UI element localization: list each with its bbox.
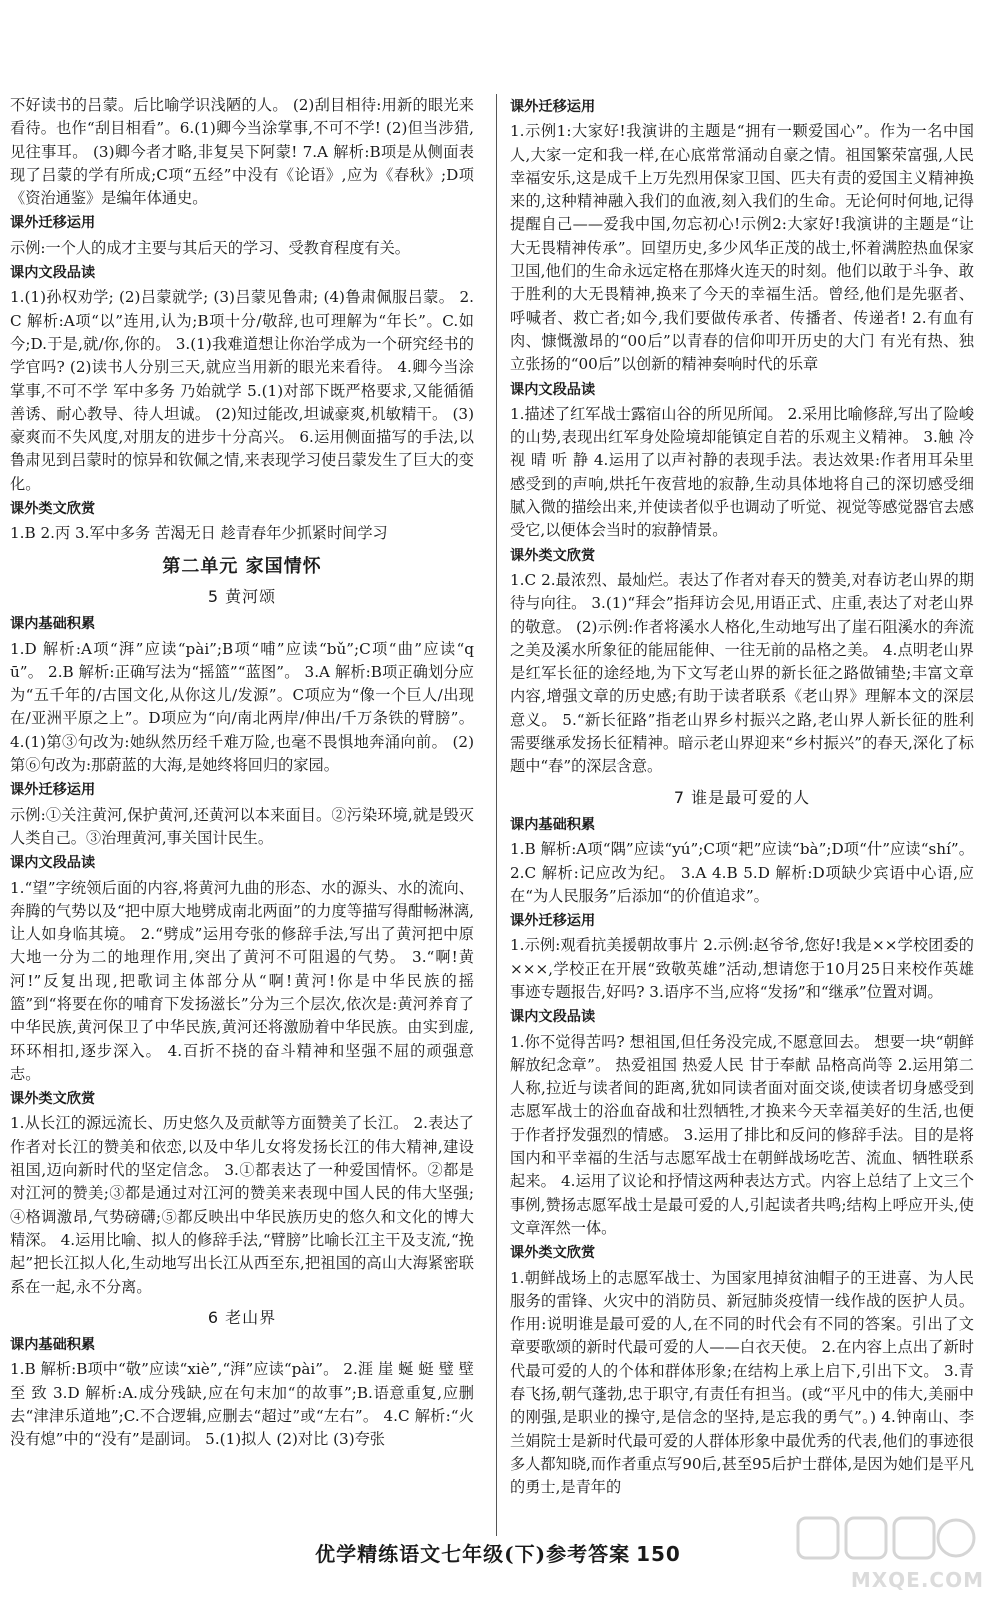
- section-heading: 课外类文欣赏: [510, 1245, 596, 1262]
- section-heading: 课内文段品读: [10, 855, 96, 872]
- section-heading: 课内基础积累: [10, 1337, 96, 1354]
- section-heading: 课外迁移运用: [10, 215, 96, 232]
- answer-paragraph: 示例:一个人的成才主要与其后天的学习、受教育程度有关。: [10, 238, 410, 257]
- section-heading: 课内基础积累: [10, 616, 96, 633]
- watermark-logo-icon: [796, 1514, 980, 1564]
- answer-paragraph: 1.C 2.最浓烈、最灿烂。表达了作者对春天的赞美,对春访老山界的期待与向往。 3.(1)“拜会”指拜访会见,用语正式、庄重,表达了对老山界的敬意。 (2)示例:作者将溪水人格化,生动地写出了崖石阻溪水的奔流之美及溪水所象征的能屈能伸、一往无前的品格之美。 4.点明老山界是红军长征的途经地,为下文写老山界的新长征之路做铺垫;丰富文章内容,增强文章的历史感;有助于读者联系《老山界》理解本文的深层意义。 5.“新长征路”指老山界乡村振兴之路,老山界人新长征的胜利需要继承发扬长征精神。暗示老山界迎来“乡村振兴”的春天,深化了标题中“春”的深层含意。: [510, 570, 974, 776]
- answer-paragraph: 1.示例:观看抗美援朝故事片 2.示例:赵爷爷,您好!我是××学校团委的×××,学校正在开展“致敬英雄”活动,想请您于10月25日来校作英雄事迹专题报告,好吗? 3.语序不当,应将“发扬”和“继承”位置对调。: [510, 936, 974, 1001]
- answer-paragraph: 1.B 解析:A项“隅”应读“yú”;C项“耙”应读“bà”;D项“什”应读“shí”。 2.C 解析:记应改为纪。 3.A 4.B 5.D 解析:D项缺少宾语中心语,应在“为人民服务”后添加“的价值追求”。: [510, 840, 974, 905]
- answer-paragraph: 1.(1)孙权劝学; (2)吕蒙就学; (3)吕蒙见鲁肃; (4)鲁肃佩服吕蒙。 2.C 解析:A项“以”连用,认为;B项十分/敬辞,也可理解为“年长”。C.如今;D.于是,就/你,你的。 3.(1)我难道想让你治学成为一个研究经书的学官吗? (2)读书人分别三天,就应当用新的眼光来看待。 4.卿今当涂掌事,不可不学 军中多务 乃始就学 5.(1)对部下既严格要求,又能循循善诱、耐心教导、待人坦诚。 (2)知过能改,坦诚豪爽,机敏精干。 (3)豪爽而不失风度,对朋友的进步十分高兴。 6.运用侧面描写的手法,以鲁肃见到吕蒙时的惊异和钦佩之情,来表现学习使吕蒙发生了巨大的变化。: [10, 288, 474, 493]
- answer-paragraph: 1.B 2.丙 3.军中多务 苦渴无日 趁青春年少抓紧时间学习: [10, 524, 388, 543]
- section-heading: 课外迁移运用: [510, 913, 596, 930]
- answer-paragraph: 1.B 解析:B项中“敬”应读“xiè”,“湃”应读“pài”。 2.涯 崖 蜒 蜓 璧 壁 至 致 3.D 解析:A.成分残缺,应在句末加“的故事”;B.语意重复,应删去“津津乐道地”;C.不合逻辑,应删去“超过”或“左右”。 4.C 解析:“火没有熄”中的“没有”是副词。 5.(1)拟人 (2)对比 (3)夸张: [10, 1360, 474, 1449]
- page-number: 150: [636, 1542, 681, 1566]
- answer-paragraph: 1.描述了红军战士露宿山谷的所见所闻。 2.采用比喻修辞,写出了险峻的山势,表现出红军身处险境却能镇定自若的乐观主义精神。 3.触 冷 视 晴 听 静 4.运用了以声衬静的表现手法。表达效果:作者用耳朵里感受到的声响,烘托午夜营地的寂静,生动具体地将自己的深切感受细腻入微的描绘出来,并使读者似乎也调动了听觉、视觉等感觉器官去感受它,以便体会当时的寂静情景。: [510, 404, 974, 540]
- lesson-title: 7 谁是最可爱的人: [673, 787, 811, 807]
- answer-paragraph: 1.你不觉得苦吗? 想祖国,但任务没完成,不愿意回去。 想要一块“朝鲜解放纪念章”。 热爱祖国 热爱人民 甘于奉献 品格高尚等 2.运用第二人称,拉近与读者间的距离,犹如同读者面对面交谈,使读者切身感受到志愿军战士的浴血奋战和壮烈牺牲,才换来今天幸福美好的生活,也便于作者抒发强烈的情感。 3.运用了排比和反问的修辞手法。目的是将国内和平幸福的生活与志愿军战士在朝鲜战场吃苦、流血、牺牲联系起来。 4.运用了议论和抒情这两种表达方式。内容上总结了上文三个事例,赞扬志愿军战士是最可爱的人,引起读者共鸣;结构上呼应开头,使文章浑然一体。: [510, 1032, 974, 1237]
- section-heading: 课内文段品读: [510, 381, 596, 398]
- answer-paragraph: 1.从长江的源远流长、历史悠久及贡献等方面赞美了长江。 2.表达了作者对长江的赞美和依恋,以及中华儿女将发扬长江的伟大精神,建设祖国,迈向新时代的坚定信念。 3.①都表达了一种爱国情怀。②都是对江河的赞美;③都是通过对江河的赞美来表现中国人民的伟大坚强;④格调激昂,气势磅礴;⑤都反映出中华民族历史的悠久和文化的博大精深。 4.运用比喻、拟人的修辞手法,“臂膀”比喻长江主干及支流,“挽起”把长江拟人化,生动地写出长江从西至东,把祖国的高山大海紧密联系在一起,永不分离。: [10, 1114, 474, 1296]
- left-column: [10, 94, 474, 1452]
- section-heading: 课外类文欣赏: [10, 1091, 96, 1108]
- column-divider: [496, 94, 497, 1536]
- section-heading: 课内基础积累: [510, 816, 596, 833]
- watermark: [794, 1514, 984, 1592]
- lesson-title: 6 老山界: [207, 1307, 277, 1327]
- lesson-title: 5 黄河颂: [207, 586, 277, 606]
- unit-title: 第二单元 家国情怀: [162, 555, 322, 577]
- section-heading: 课外类文欣赏: [10, 501, 96, 518]
- section-heading: 课外类文欣赏: [510, 547, 596, 564]
- answer-paragraph: 1.D 解析:A项“湃”应读“pài”;B项“哺”应读“bǔ”;C项“曲”应读“qū”。 2.B 解析:正确写法为“摇篮”“蓝图”。 3.A 解析:B项正确划分应为“五千年的/古国文化,从你这儿/发源”。C项应为“像一个巨人/出现在/亚洲平原之上”。D项应为“向/南北两岸/伸出/千万条铁的臂膀”。 4.(1)第③句改为:她纵然历经千难万险,也毫不畏惧地奔涌向前。 (2)第⑥句改为:那蔚蓝的大海,是她终将回归的家园。: [10, 639, 474, 775]
- section-heading: 课外迁移运用: [510, 99, 596, 115]
- section-heading: 课外迁移运用: [10, 782, 96, 799]
- answer-paragraph: 1.“望”字统领后面的内容,将黄河九曲的形态、水的源头、水的流向、奔腾的气势以及“把中原大地劈成南北两面”的力度等描写得酣畅淋漓,让人如身临其境。 2.“劈成”运用夸张的修辞手法,写出了黄河把中原大地一分为二的地理作用,突出了黄河不可阻遏的气势。 3.“啊!黄河!”反复出现,把歌词主体部分从“啊!黄河!你是中华民族的摇篮”到“将要在你的哺育下发扬滋长”分为三个层次,依次是:黄河养育了中华民族,黄河保卫了中华民族,黄河还将激励着中华民族。由实到虚,环环相扣,逐步深入。 4.百折不挠的奋斗精神和坚强不屈的顽强意志。: [10, 878, 474, 1083]
- watermark-text: MXQE.COM: [850, 1568, 984, 1592]
- right-column: [510, 94, 974, 1500]
- section-heading: 课内文段品读: [10, 265, 96, 282]
- answer-paragraph: 1.朝鲜战场上的志愿军战士、为国家甩掉贫油帽子的王进喜、为人民服务的雷锋、火灾中的消防员、新冠肺炎疫情一线作战的医护人员。 作用:说明谁是最可爱的人,在不同的时代会有不同的答案。引出了文章要歌颂的新时代最可爱的人——白衣天使。 2.在内容上点出了新时代最可爱的人的个体和群体形象;在结构上承上启下,引出下文。 3.青春飞扬,朝气蓬勃,忠于职守,有责任有担当。(或“平凡中的伟大,美丽中的刚强,是职业的操守,是信念的坚持,是忘我的勇气”。) 4.钟南山、李兰娟院士是新时代最可爱的人群体形象中最优秀的代表,他们的事迹很多人都知晓,而作者重点写90后,甚至95后护士群体,是因为她们是平凡的勇士,是青年的: [510, 1268, 974, 1497]
- section-heading: 课内文段品读: [510, 1009, 596, 1026]
- answer-paragraph: 不好读书的吕蒙。后比喻学识浅陋的人。 (2)刮目相待:用新的眼光来看待。也作“刮目相看”。6.(1)卿今当涂掌事,不可不学! (2)但当涉猎,见往事耳。 (3)卿今者才略,非复吴下阿蒙! 7.A 解析:B项是从侧面表现了吕蒙的学有所成;C项“五经”中没有《论语》,应为《春秋》;D项《资治通鉴》是编年体通史。: [10, 96, 474, 208]
- answer-paragraph: 示例:①关注黄河,保护黄河,还黄河以本来面目。②污染环境,就是毁灭人类自己。③治理黄河,事关国计民生。: [10, 805, 474, 847]
- answer-paragraph: 1.示例1:大家好!我演讲的主题是“拥有一颗爱国心”。作为一名中国人,大家一定和我一样,在心底常常涌动自豪之情。祖国繁荣富强,人民幸福安乐,这是成千上万先烈用保家卫国、匹夫有责的爱国主义精神换来的,这种精神融入我们的血液,刻入我们的生命。无论何时何地,记得提醒自己——爱我中国,勿忘初心!示例2:大家好!我演讲的主题是“让大无畏精神传承”。回望历史,多少风华正茂的战士,怀着满腔热血保家卫国,他们的生命永远定格在那烽火连天的时刻。他们以敢于斗争、敢于胜利的大无畏精神,换来了今天的幸福生活。曾经,他们是先驱者、呼喊者、救亡者;如今,我们要做传承者、传播者、传递者! 2.有血有肉、慷慨激昂的“00后”以青春的信仰叩开历史的大门 有光有热、独立张扬的“00后”以创新的精神奏响时代的乐章: [510, 122, 974, 374]
- footer-title: 优学精练语文七年级(下)参考答案: [315, 1542, 631, 1566]
